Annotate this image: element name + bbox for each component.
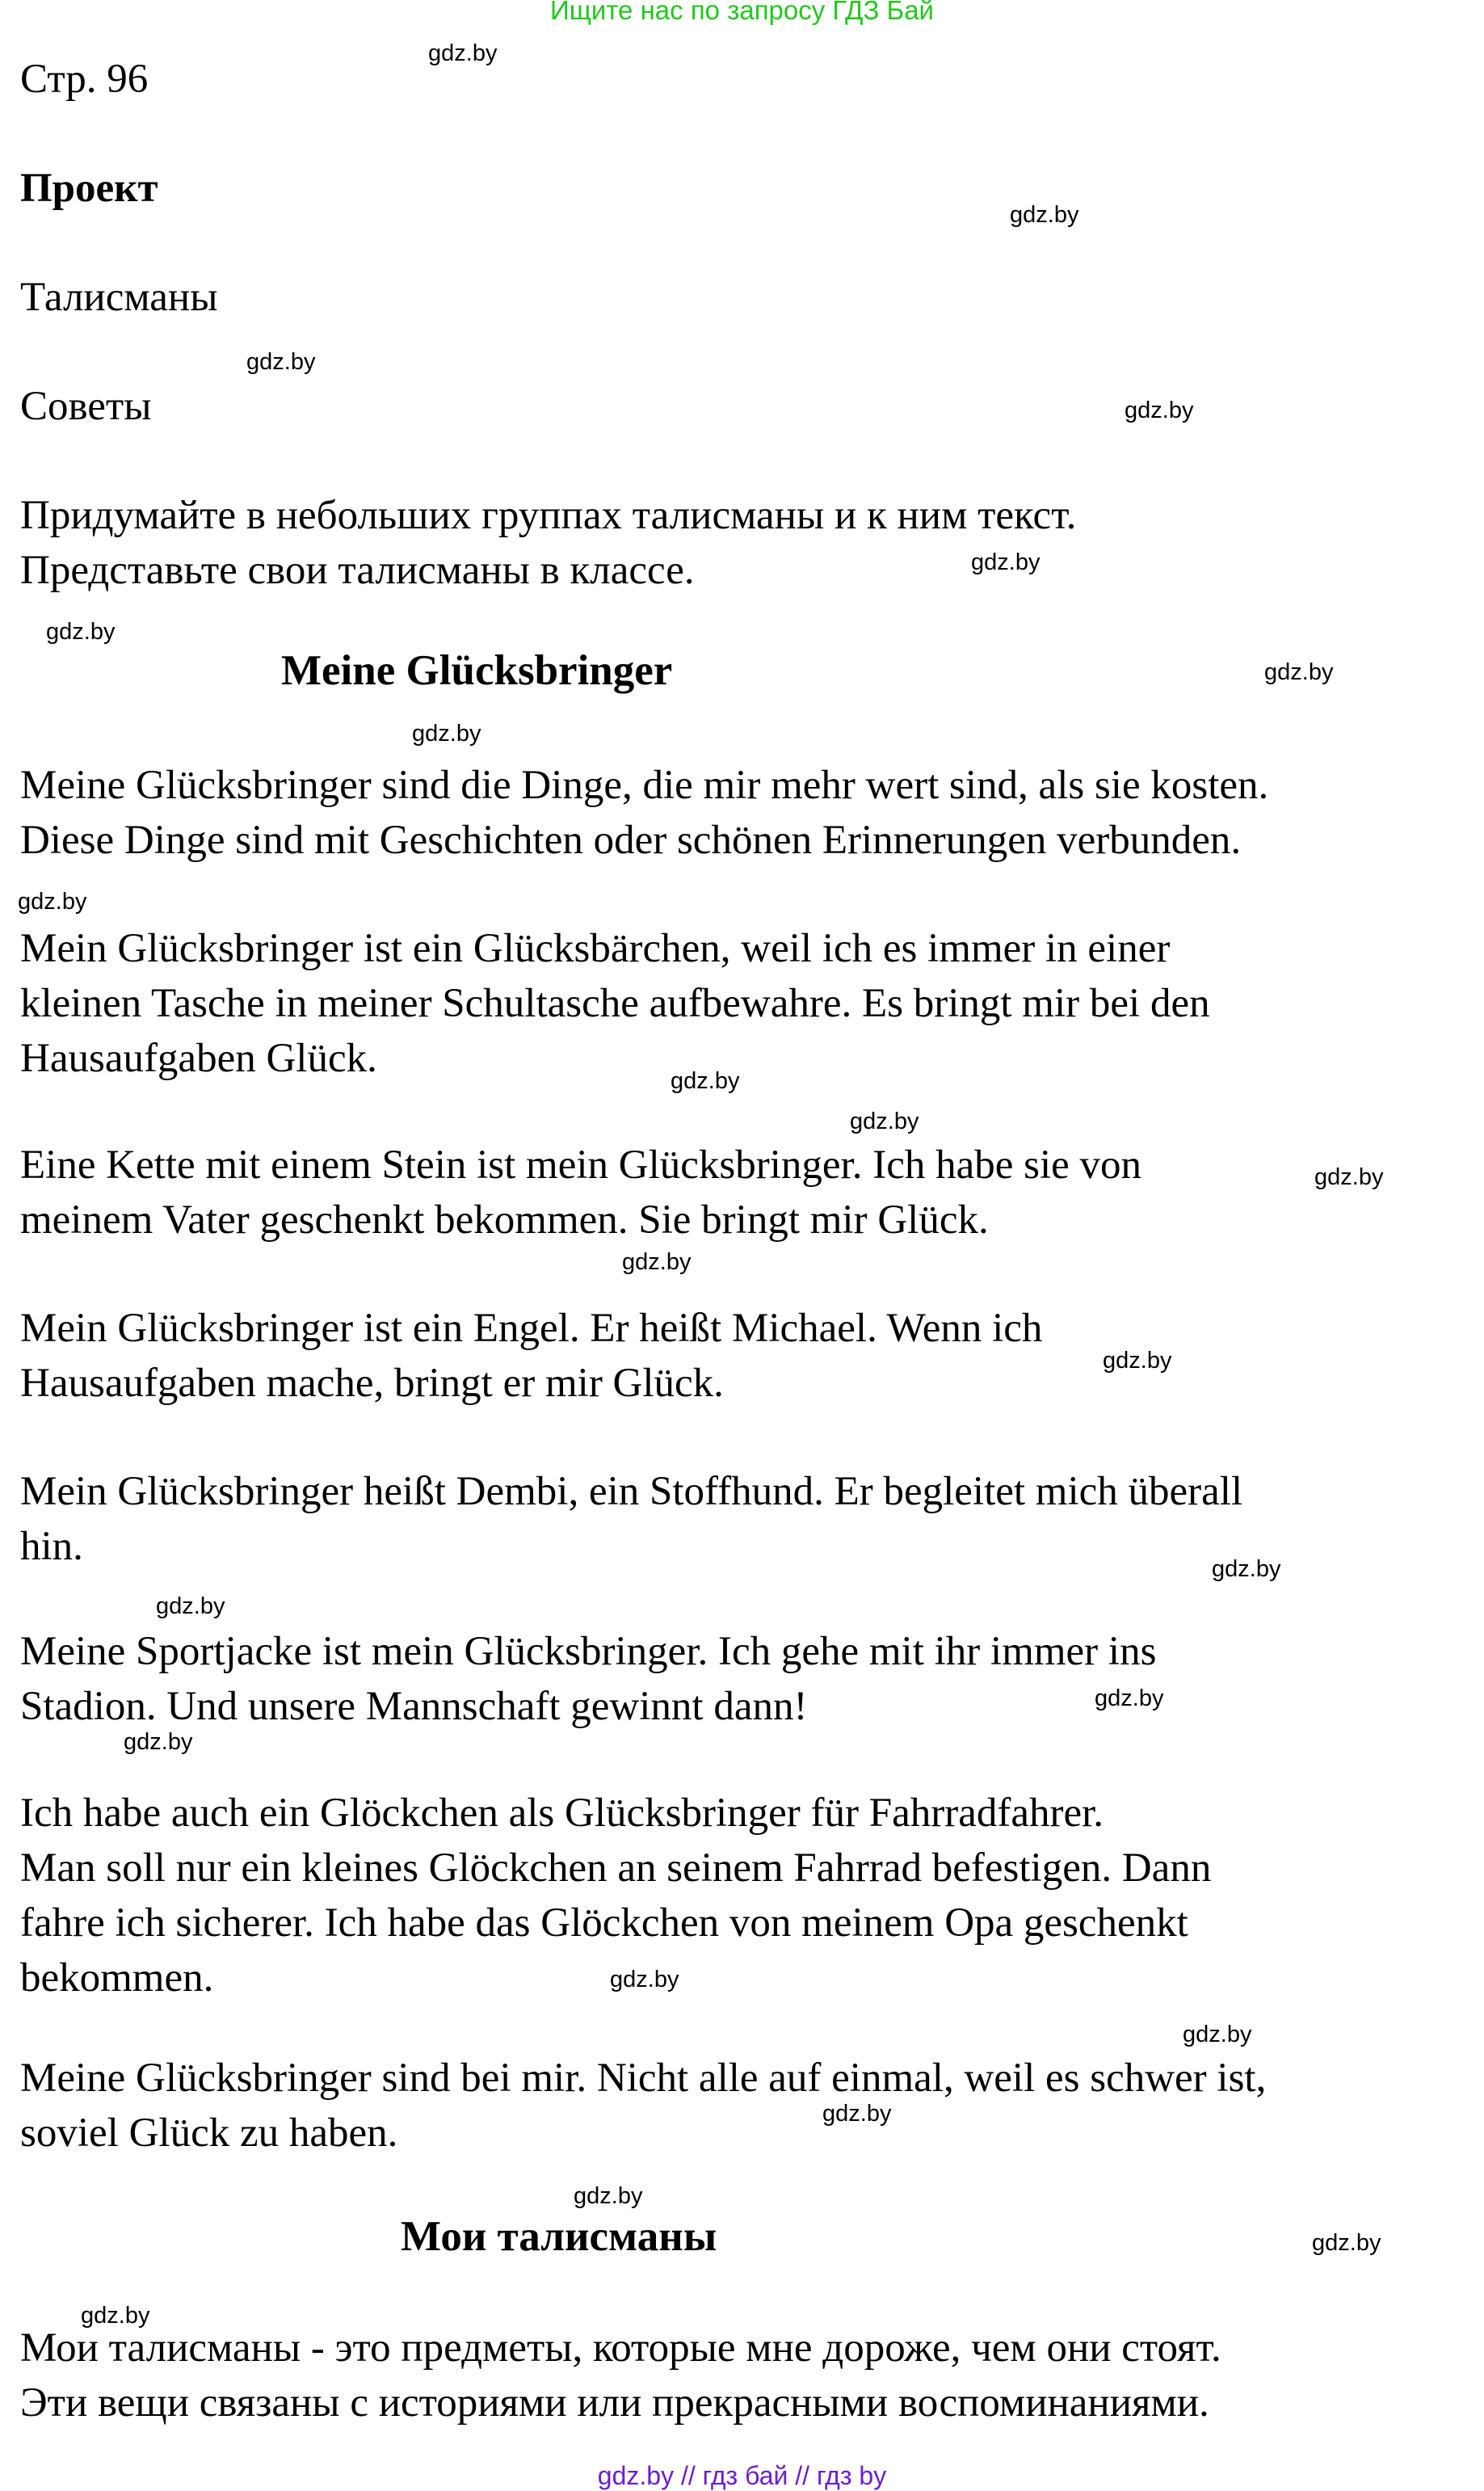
- section-title: Проект: [20, 166, 158, 211]
- watermark: gdz.by: [428, 40, 498, 66]
- watermark: gdz.by: [622, 1249, 692, 1275]
- text-line: Meine Sportjacke ist mein Glücksbringer. Ich gehe mit ihr immer ins: [20, 1629, 1157, 1674]
- instruction-line: Придумайте в небольших группах талисманы и к ним текст.: [20, 493, 1077, 538]
- german-title: Meine Glücksbringer: [281, 647, 673, 694]
- text-line: Mein Glücksbringer heißt Dembi, ein Stoffhund. Er begleitet mich überall: [20, 1469, 1243, 1514]
- top-banner[interactable]: Ищите нас по запросу ГДЗ Бай: [550, 0, 934, 25]
- topic-label: Талисманы: [20, 275, 218, 320]
- text-line: soviel Glück zu haben.: [20, 2110, 398, 2156]
- watermark: gdz.by: [1125, 398, 1194, 423]
- text-line: Eine Kette mit einem Stein ist mein Glücksbringer. Ich habe sie von: [20, 1142, 1142, 1188]
- text-line: Meine Glücksbringer sind die Dinge, die mir mehr wert sind, als sie kosten.: [20, 763, 1269, 808]
- watermark: gdz.by: [1212, 1556, 1281, 1582]
- watermark: gdz.by: [610, 1967, 679, 1992]
- text-line: kleinen Tasche in meiner Schultasche aufbewahre. Es bringt mir bei den: [20, 981, 1210, 1026]
- subtopic-label: Советы: [20, 384, 152, 429]
- watermark: gdz.by: [1183, 2022, 1252, 2047]
- text-line: Эти вещи связаны с историями или прекрасными воспоминаниями.: [20, 2380, 1209, 2426]
- watermark: gdz.by: [850, 1109, 919, 1134]
- text-line: Mein Glücksbringer ist ein Engel. Er heißt Michael. Wenn ich: [20, 1306, 1043, 1351]
- text-line: bekommen.: [20, 1955, 214, 2001]
- watermark: gdz.by: [1312, 2230, 1381, 2256]
- text-line: hin.: [20, 1524, 83, 1569]
- watermark: gdz.by: [81, 2303, 150, 2329]
- watermark: gdz.by: [246, 349, 316, 375]
- text-line: Мои талисманы - это предметы, которые мне дороже, чем они стоят.: [20, 2325, 1221, 2371]
- text-line: Ich habe auch ein Glöckchen als Glücksbringer für Fahrradfahrer.: [20, 1790, 1104, 1836]
- text-line: Meine Glücksbringer sind bei mir. Nicht alle auf einmal, weil es schwer ist,: [20, 2055, 1267, 2101]
- watermark: gdz.by: [574, 2183, 643, 2209]
- watermark: gdz.by: [822, 2101, 892, 2127]
- text-line: Stadion. Und unsere Mannschaft gewinnt dann!: [20, 1684, 808, 1729]
- text-line: Man soll nur ein kleines Glöckchen an seinem Fahrrad befestigen. Dann: [20, 1845, 1212, 1891]
- watermark: gdz.by: [1103, 1348, 1172, 1374]
- footer-links[interactable]: gdz.by // гдз бай // гдз by: [597, 2461, 887, 2490]
- instruction-line: Представьте свои талисманы в классе.: [20, 548, 695, 593]
- text-line: fahre ich sicherer. Ich habe das Glöckchen von meinem Opa geschenkt: [20, 1900, 1188, 1946]
- russian-title: Мои талисманы: [401, 2213, 717, 2260]
- watermark: gdz.by: [671, 1068, 740, 1094]
- text-line: Hausaufgaben mache, bringt er mir Glück.: [20, 1361, 724, 1406]
- watermark: gdz.by: [46, 619, 116, 645]
- text-line: meinem Vater geschenkt bekommen. Sie bringt mir Glück.: [20, 1197, 989, 1243]
- watermark: gdz.by: [18, 889, 87, 915]
- text-line: Hausaufgaben Glück.: [20, 1036, 377, 1081]
- watermark: gdz.by: [1095, 1685, 1164, 1711]
- text-line: Diese Dinge sind mit Geschichten oder schönen Erinnerungen verbunden.: [20, 818, 1242, 863]
- watermark: gdz.by: [156, 1593, 225, 1619]
- watermark: gdz.by: [1264, 659, 1334, 685]
- text-line: Mein Glücksbringer ist ein Glücksbärchen, weil ich es immer in einer: [20, 926, 1171, 971]
- watermark: gdz.by: [124, 1729, 193, 1755]
- watermark: gdz.by: [971, 549, 1040, 575]
- watermark: gdz.by: [1314, 1164, 1384, 1190]
- watermark: gdz.by: [1010, 202, 1079, 228]
- watermark: gdz.by: [412, 721, 481, 747]
- page-label: Стр. 96: [20, 57, 149, 102]
